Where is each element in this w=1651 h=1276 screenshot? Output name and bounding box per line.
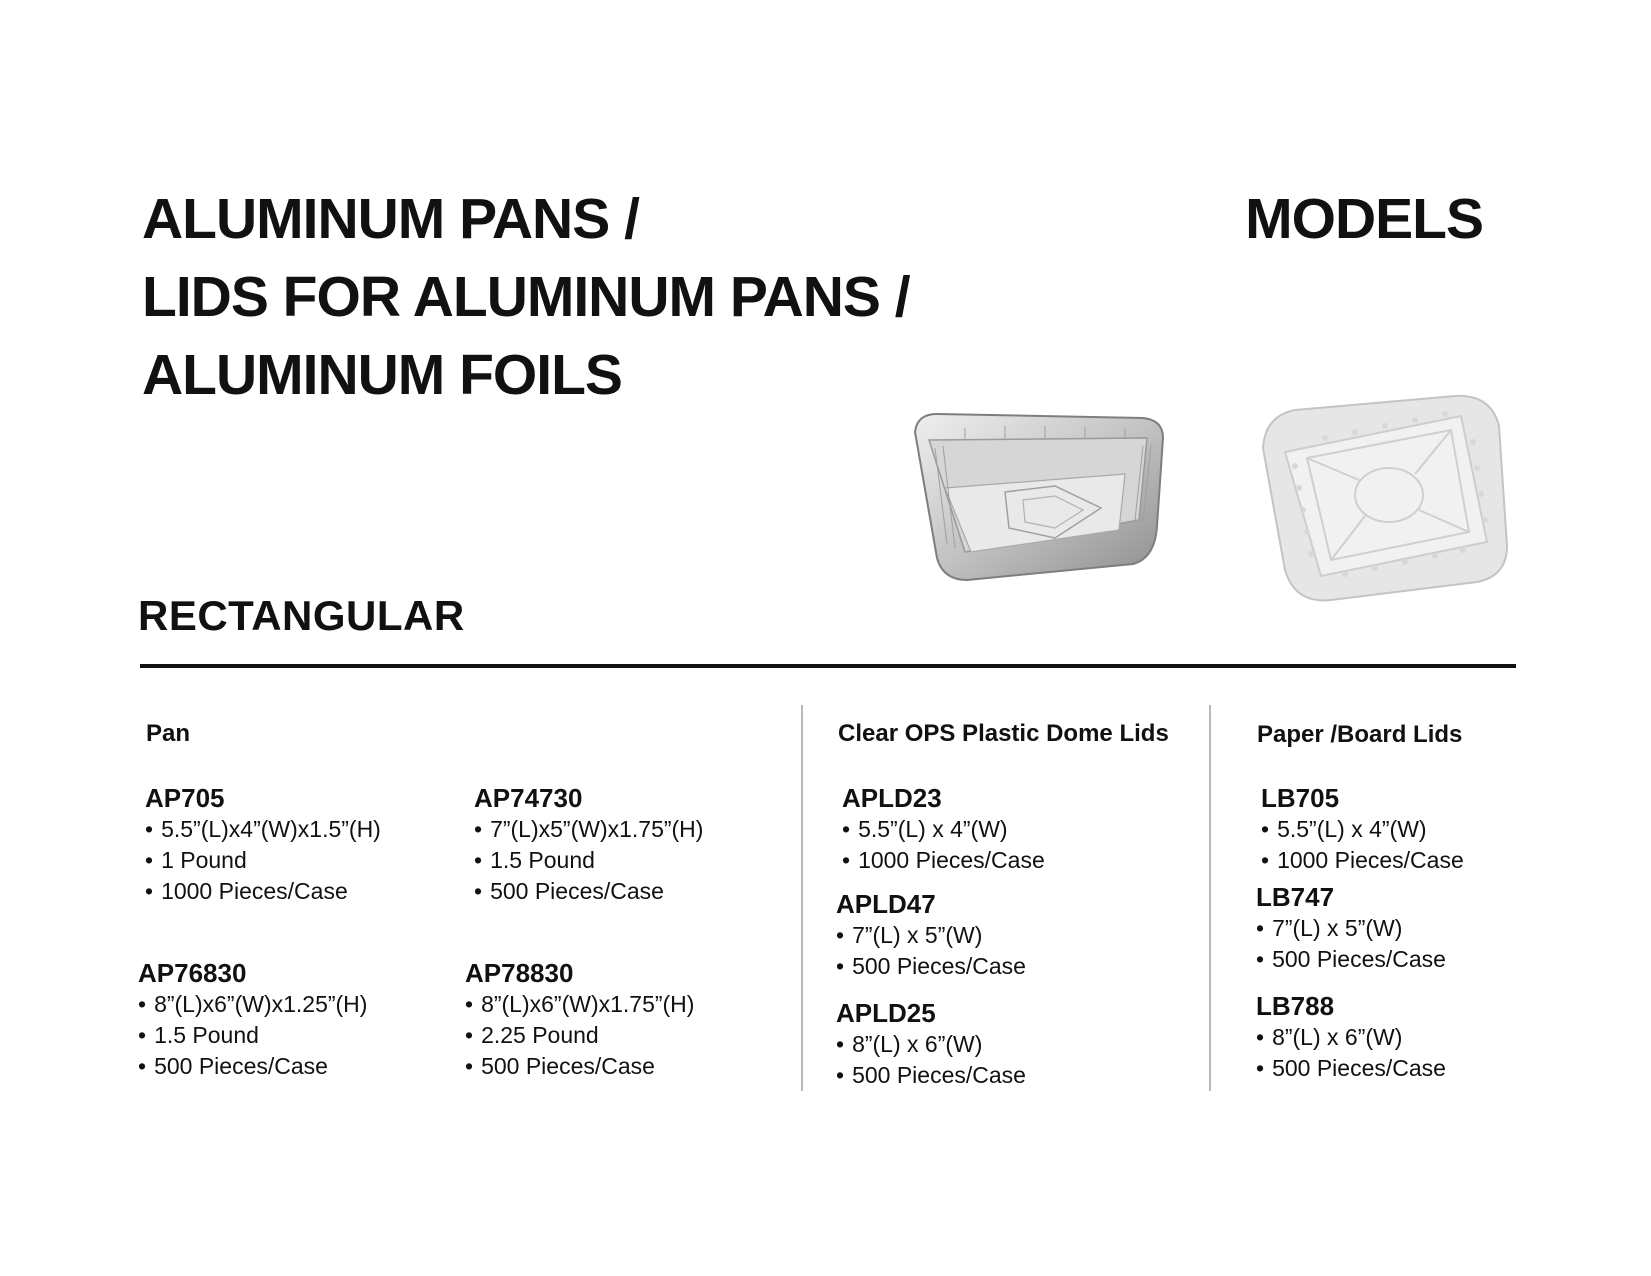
model-ap705 <box>145 782 381 907</box>
model-code: AP78830 <box>465 958 574 988</box>
section-divider <box>140 664 1516 668</box>
model-size: • 5.5”(L)x4”(W)x1.5”(H) <box>145 814 381 845</box>
model-case-qty: • 1000 Pieces/Case <box>145 876 381 907</box>
model-case-qty: • 500 Pieces/Case <box>465 1051 694 1082</box>
model-capacity: • 2.25 Pound <box>465 1020 694 1051</box>
model-lb705 <box>1261 782 1464 876</box>
model-case-qty: • 500 Pieces/Case <box>1256 944 1446 975</box>
model-case-qty: • 500 Pieces/Case <box>836 951 1026 982</box>
model-ap78830 <box>465 957 694 1082</box>
model-case-qty: • 500 Pieces/Case <box>474 876 703 907</box>
model-case-qty: • 500 Pieces/Case <box>138 1051 367 1082</box>
model-code: AP74730 <box>474 783 583 813</box>
page-title <box>142 180 910 414</box>
pan-column-heading: Pan <box>146 720 191 747</box>
model-size: • 7”(L)x5”(W)x1.75”(H) <box>474 814 703 845</box>
model-apld25 <box>836 997 1026 1091</box>
model-size: • 8”(L) x 6”(W) <box>1256 1022 1446 1053</box>
plastic-dome-lid-photo <box>1255 392 1515 607</box>
model-code: APLD47 <box>836 889 936 919</box>
model-code: AP76830 <box>138 958 247 988</box>
model-lb747 <box>1256 881 1446 975</box>
model-lb788 <box>1256 990 1446 1084</box>
model-ap74730 <box>474 782 703 907</box>
model-size: • 5.5”(L) x 4”(W) <box>1261 814 1464 845</box>
title-line-1: ALUMINUM PANS / <box>142 187 639 251</box>
model-size: • 5.5”(L) x 4”(W) <box>842 814 1045 845</box>
model-case-qty: • 1000 Pieces/Case <box>1261 845 1464 876</box>
model-size: • 8”(L)x6”(W)x1.75”(H) <box>465 989 694 1020</box>
model-code: APLD25 <box>836 998 936 1028</box>
title-line-3: ALUMINUM FOILS <box>142 343 622 407</box>
model-size: • 7”(L) x 5”(W) <box>1256 913 1446 944</box>
model-code: LB705 <box>1261 783 1340 813</box>
model-code: APLD23 <box>842 783 942 813</box>
model-code: LB788 <box>1256 991 1335 1021</box>
model-capacity: • 1.5 Pound <box>138 1020 367 1051</box>
column-divider-2 <box>1209 705 1211 1091</box>
model-case-qty: • 1000 Pieces/Case <box>842 845 1045 876</box>
model-capacity: • 1 Pound <box>145 845 381 876</box>
dome-lids-column-heading: Clear OPS Plastic Dome Lids <box>838 720 1169 747</box>
section-title: RECTANGULAR <box>138 592 465 639</box>
model-ap76830 <box>138 957 367 1082</box>
aluminum-pan-photo <box>905 408 1170 588</box>
model-code: LB747 <box>1256 882 1335 912</box>
models-heading: MODELS <box>1245 187 1483 251</box>
column-divider-1 <box>801 705 803 1091</box>
board-lids-column-heading: Paper /Board Lids <box>1257 721 1463 748</box>
title-line-2: LIDS FOR ALUMINUM PANS / <box>142 265 910 329</box>
model-capacity: • 1.5 Pound <box>474 845 703 876</box>
model-size: • 8”(L)x6”(W)x1.25”(H) <box>138 989 367 1020</box>
model-code: AP705 <box>145 783 225 813</box>
model-apld47 <box>836 888 1026 982</box>
model-size: • 8”(L) x 6”(W) <box>836 1029 1026 1060</box>
model-case-qty: • 500 Pieces/Case <box>1256 1053 1446 1084</box>
model-apld23 <box>842 782 1045 876</box>
model-case-qty: • 500 Pieces/Case <box>836 1060 1026 1091</box>
model-size: • 7”(L) x 5”(W) <box>836 920 1026 951</box>
